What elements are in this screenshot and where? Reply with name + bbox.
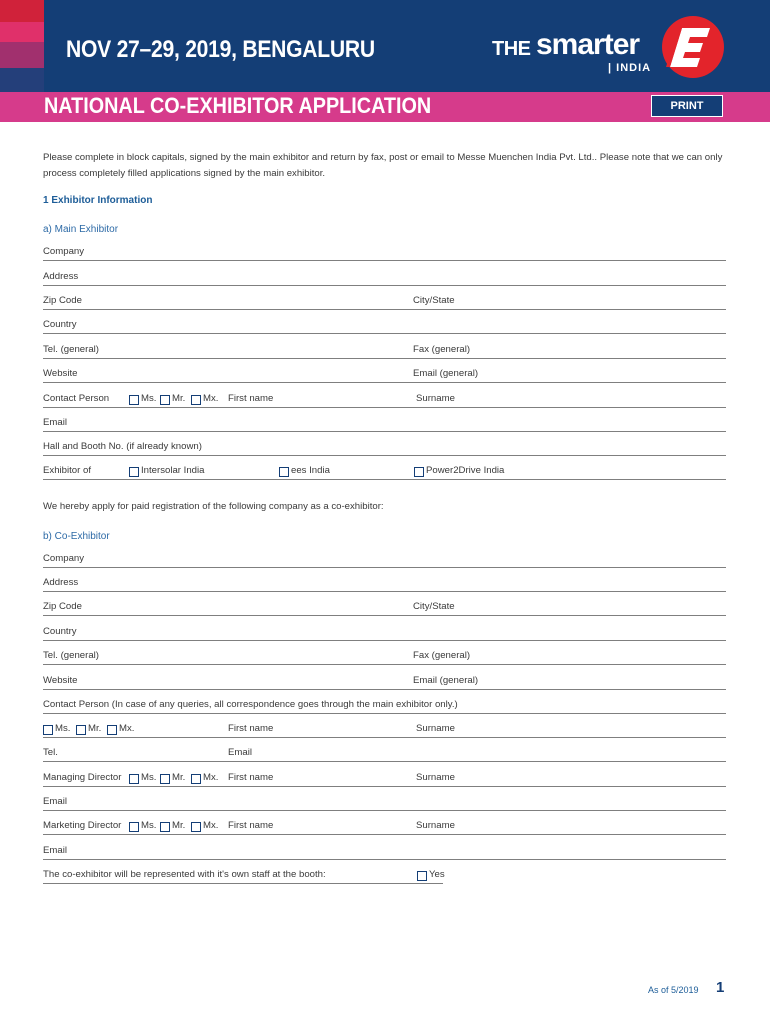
own-staff-question-label: The co-exhibitor will be represented with it's own staff at the booth: (43, 869, 326, 880)
main-hall-booth-input[interactable] (203, 440, 724, 454)
first-name-label: First name (228, 393, 274, 404)
own-staff-yes-checkbox[interactable] (417, 871, 427, 881)
exhibitor-of-label: Exhibitor of (43, 465, 91, 476)
mx-label: Mx. (119, 723, 135, 734)
surname-label: Surname (416, 772, 455, 783)
co-company-row (43, 552, 726, 568)
co-contact-name-row (43, 722, 726, 738)
fax-general-label: Fax (general) (413, 344, 471, 355)
intersolar-india-label: Intersolar India (141, 465, 205, 476)
main-email-general-input[interactable] (479, 367, 724, 381)
marketing-director-surname-input[interactable] (457, 819, 724, 833)
mr-checkbox[interactable] (76, 725, 86, 735)
own-staff-yes-label: Yes (429, 869, 445, 880)
mr-label: Mr. (172, 772, 186, 783)
main-contact-surname-input[interactable] (457, 392, 724, 406)
main-tel-fax-row (43, 343, 726, 359)
managing-director-surname-input[interactable] (457, 771, 724, 785)
co-zip-input[interactable] (85, 600, 405, 614)
header-banner (0, 0, 770, 92)
main-email-row (43, 416, 726, 432)
page-number: 1 (716, 979, 725, 996)
ms-label: Ms. (141, 820, 157, 831)
first-name-label: First name (228, 772, 274, 783)
co-country-row (43, 625, 726, 641)
email-label: Email (43, 796, 67, 807)
main-zip-input[interactable] (85, 294, 405, 308)
co-country-input[interactable] (83, 625, 724, 639)
tel-label: Tel. (43, 747, 58, 758)
mx-checkbox[interactable] (107, 725, 117, 735)
mx-checkbox[interactable] (191, 822, 201, 832)
page-title: NATIONAL CO-EXHIBITOR APPLICATION (44, 93, 432, 118)
co-address-row (43, 576, 726, 592)
intro-text: Please complete in block capitals, signed by the main exhibitor and return by fax, post or email to Messe Muenchen India Pvt. Ltd.. Please note that we can only process completely filled applications signed by the main exhibitor. (43, 152, 723, 179)
main-city-input[interactable] (457, 294, 724, 308)
country-label: Country (43, 319, 77, 330)
country-label: Country (43, 626, 77, 637)
email-label: Email (43, 845, 67, 856)
section-exhibitor-information-heading: 1 Exhibitor Information (43, 195, 153, 206)
mx-label: Mx. (203, 820, 219, 831)
managing-director-label: Managing Director (43, 772, 122, 783)
mx-label: Mx. (203, 772, 219, 783)
ms-label: Ms. (141, 393, 157, 404)
co-email-general-input[interactable] (479, 674, 724, 688)
email-general-label: Email (general) (413, 675, 479, 686)
logo-the-text: THE (492, 38, 531, 60)
main-tel-input[interactable] (103, 343, 403, 357)
co-address-input[interactable] (83, 576, 724, 590)
ms-checkbox[interactable] (129, 822, 139, 832)
main-contact-first-name-input[interactable] (275, 392, 405, 406)
co-tel-fax-row (43, 649, 726, 665)
contact-person-label: Contact Person (43, 393, 110, 404)
website-label: Website (43, 675, 78, 686)
main-zip-city-row (43, 294, 726, 310)
marketing-director-first-name-input[interactable] (275, 819, 405, 833)
main-contact-person-row (43, 392, 726, 408)
co-zip-city-row (43, 600, 726, 616)
website-label: Website (43, 368, 78, 379)
mr-checkbox[interactable] (160, 395, 170, 405)
first-name-label: First name (228, 820, 274, 831)
co-website-input[interactable] (83, 674, 403, 688)
managing-director-email-input[interactable] (71, 795, 724, 809)
main-fax-input[interactable] (471, 343, 724, 357)
print-button[interactable]: PRINT (651, 95, 723, 117)
co-company-input[interactable] (88, 552, 724, 566)
surname-label: Surname (416, 393, 455, 404)
zip-code-label: Zip Code (43, 295, 82, 306)
ms-checkbox[interactable] (129, 395, 139, 405)
city-state-label: City/State (413, 295, 455, 306)
mr-label: Mr. (172, 393, 186, 404)
ees-india-checkbox[interactable] (279, 467, 289, 477)
fax-general-label: Fax (general) (413, 650, 471, 661)
co-exhibitor-heading: b) Co-Exhibitor (43, 531, 110, 542)
header-color-stripes (0, 0, 44, 92)
event-date-location: NOV 27–29, 2019, BENGALURU (66, 36, 375, 63)
co-contact-email-input[interactable] (257, 746, 724, 760)
co-website-email-row (43, 674, 726, 690)
intersolar-india-checkbox[interactable] (129, 467, 139, 477)
email-label: Email (228, 747, 252, 758)
main-website-input[interactable] (83, 367, 403, 381)
co-marketing-email-row (43, 844, 726, 860)
main-company-row (43, 245, 726, 261)
co-own-staff-row (43, 868, 443, 884)
email-general-label: Email (general) (413, 368, 479, 379)
main-country-row (43, 318, 726, 334)
ms-checkbox[interactable] (129, 774, 139, 784)
the-smarter-e-india-logo (490, 12, 735, 88)
smarter-e-icon (660, 14, 726, 80)
version-date: As of 5/2019 (648, 985, 699, 995)
co-fax-input[interactable] (471, 649, 724, 663)
co-md-email-row (43, 795, 726, 811)
surname-label: Surname (416, 820, 455, 831)
co-contact-surname-input[interactable] (457, 722, 724, 736)
mx-checkbox[interactable] (191, 774, 201, 784)
first-name-label: First name (228, 723, 274, 734)
main-hall-booth-row (43, 440, 726, 456)
ms-label: Ms. (141, 772, 157, 783)
co-tel-input[interactable] (103, 649, 403, 663)
ms-label: Ms. (55, 723, 71, 734)
mx-label: Mx. (203, 393, 219, 404)
tel-general-label: Tel. (general) (43, 344, 99, 355)
co-contact-tel-input[interactable] (63, 746, 223, 760)
address-label: Address (43, 271, 79, 282)
main-exhibitor-heading: a) Main Exhibitor (43, 224, 119, 235)
mr-checkbox[interactable] (160, 774, 170, 784)
co-marketing-director-row (43, 819, 726, 835)
logo-india-text: | INDIA (608, 62, 652, 74)
marketing-director-label: Marketing Director (43, 820, 122, 831)
ees-india-label: ees India (291, 465, 330, 476)
tel-general-label: Tel. (general) (43, 650, 99, 661)
contact-person-note-label: Contact Person (In case of any queries, all correspondence goes through the main exhibitor only.) (43, 699, 458, 710)
power2drive-india-checkbox[interactable] (414, 467, 424, 477)
company-label: Company (43, 246, 85, 257)
logo-smarter-text: smarter (536, 28, 640, 61)
co-tel-email-row (43, 746, 726, 762)
mr-checkbox[interactable] (160, 822, 170, 832)
marketing-director-email-input[interactable] (71, 844, 724, 858)
co-contact-person-note-row (43, 698, 726, 714)
zip-code-label: Zip Code (43, 601, 82, 612)
power2drive-india-label: Power2Drive India (426, 465, 505, 476)
co-city-input[interactable] (457, 600, 724, 614)
email-label: Email (43, 417, 67, 428)
main-exhibitor-of-row (43, 464, 726, 480)
main-country-input[interactable] (83, 318, 724, 332)
co-contact-first-name-input[interactable] (275, 722, 405, 736)
main-email-input[interactable] (71, 416, 724, 430)
mr-label: Mr. (88, 723, 102, 734)
address-label: Address (43, 577, 79, 588)
ms-checkbox[interactable] (43, 725, 53, 735)
main-address-input[interactable] (83, 270, 724, 284)
city-state-label: City/State (413, 601, 455, 612)
company-label: Company (43, 553, 85, 564)
main-company-input[interactable] (88, 245, 724, 259)
mx-checkbox[interactable] (191, 395, 201, 405)
main-address-row (43, 270, 726, 286)
hall-booth-label: Hall and Booth No. (if already known) (43, 441, 202, 452)
surname-label: Surname (416, 723, 455, 734)
co-exhibitor-application-statement: We hereby apply for paid registration of the following company as a co-exhibitor: (43, 501, 384, 512)
co-managing-director-row (43, 771, 726, 787)
mr-label: Mr. (172, 820, 186, 831)
main-website-email-row (43, 367, 726, 383)
managing-director-first-name-input[interactable] (275, 771, 405, 785)
